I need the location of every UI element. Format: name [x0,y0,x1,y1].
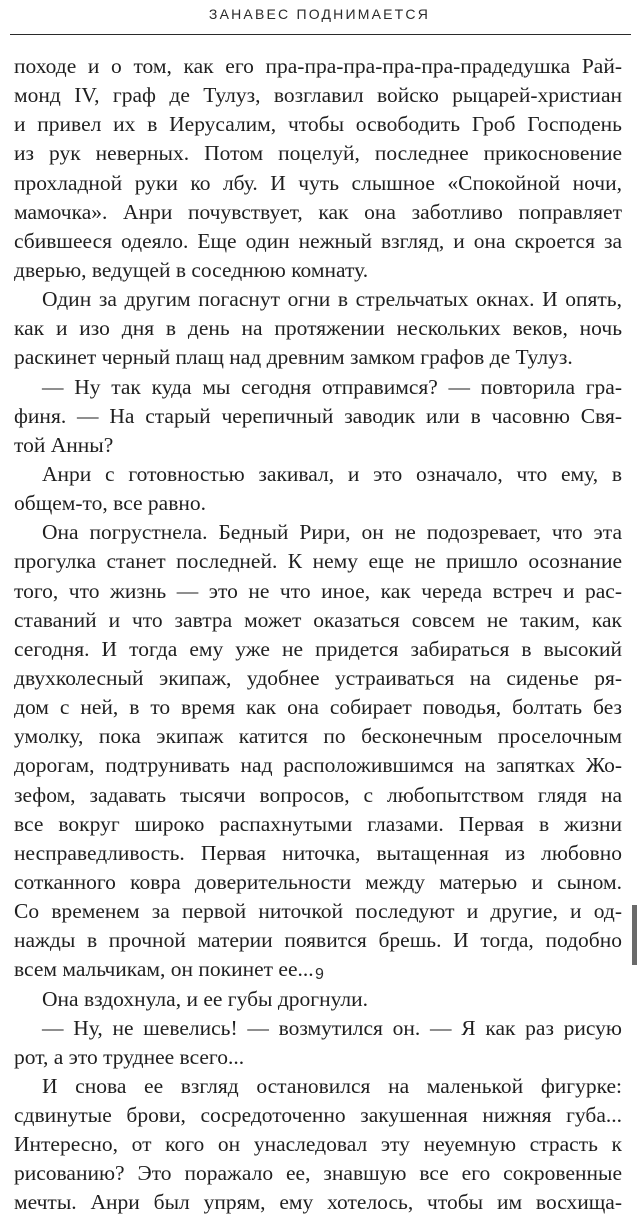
text-line: походе и о том, как его пра-пра-пра-пра-пра-прадедушка Рай- [14,54,622,78]
text-line: мечты. Анри был упрям, ему хотелось, чтобы им восхища- [14,1190,622,1215]
text-line: Интересно, от кого он унаследовал эту неуемную страсть к [14,1132,622,1157]
text-line: общем-то, все равно. [14,491,206,516]
text-line: дорогам, подтрунивать над расположившимся на запятках Жо- [14,753,622,778]
text-line: ставаний и что завтра может оказаться совсем не таким, как [14,607,622,632]
text-line: того, что жизнь — это не что иное, как череда встреч и рас- [14,578,622,603]
text-line: прогулка станет последней. К нему еще не пришло осознание [14,549,622,574]
text-line: Один за другим погаснут огни в стрельчатых окнах. И опять, [42,287,622,312]
text-line: всем мальчикам, он покинет ее... [14,957,314,982]
text-line: Она вздохнула, и ее губы дрогнули. [42,986,369,1011]
text-line: зефом, задавать тысячи вопросов, с любопытством глядя на [14,782,622,807]
text-line: дом с ней, в то время как она собирает поводья, болтать без [14,695,622,720]
header-rule [10,34,631,35]
text-line: все вокруг широко распахнутыми глазами. Первая в жизни [14,811,622,836]
page-number: 9 [315,966,324,983]
body-text [14,52,622,1218]
text-line: из рук неверных. Потом поцелуй, последнее прикосновение [14,141,622,166]
text-line: И снова ее взгляд остановился на маленькой фигурке: [42,1073,622,1098]
text-line: монд IV, граф де Тулуз, возглавил войско рыцарей-христиан [14,83,622,108]
text-line: раскинет черный плащ над древним замком графов де Тулуз. [14,345,573,370]
text-line: сдвинутые брови, сосредоточенно закушенная нижняя губа... [14,1103,622,1128]
text-line: дверью, ведущей в соседнюю комнату. [14,257,369,282]
text-line: прохладной руки ко лбу. И чуть слышное «Спокойной ночи, [14,170,622,195]
text-line: умолку, пока экипаж катится по бесконечным проселочным [14,724,622,749]
text-line: как и изо дня в день на протяжении нескольких веков, ночь [14,316,622,341]
text-line: сотканного ковра доверительности между матерью и сыном. [14,869,622,894]
text-line: рисованию? Это поражало ее, знавшую все его сокровенные [14,1161,622,1186]
text-line: сбившееся одеяло. Еще один нежный взгляд, и она скроется за [14,228,622,253]
running-head: ЗАНАВЕС ПОДНИМАЕТСЯ [208,6,431,22]
text-line: несправедливость. Первая ниточка, вытащенная из любовно [14,840,622,865]
text-line: сегодня. И тогда ему уже не придется забираться в высокий [14,636,622,661]
text-line: Со временем за первой ниточкой последуют и другие, и од- [14,899,622,924]
text-line: двухколесный экипаж, удобнее устраиваться на сиденье ря- [14,665,622,690]
text-line: Анри с готовностью закивал, и это означало, что ему, в [42,461,622,486]
text-line: мамочка». Анри почувствует, как она заботливо поправляет [14,199,622,224]
text-line: и привел их в Иерусалим, чтобы освободить Гроб Господень [14,112,622,137]
text-line: той Анны? [14,432,114,457]
text-line: рот, а это труднее всего... [14,1044,245,1069]
text-line: — Ну так куда мы сегодня отправимся? — повторила гра- [42,374,622,399]
page-edge-shadow [632,905,637,965]
text-line: — Ну, не шевелись! — возмутился он. — Я как раз рисую [42,1015,622,1040]
text-line: нажды в прочной материи появится брешь. И тогда, подобно [14,928,622,953]
text-line: Она погрустнела. Бедный Рири, он не подозревает, что эта [42,520,622,545]
text-line: финя. — На старый черепичный заводик или в часовню Свя- [14,403,622,428]
